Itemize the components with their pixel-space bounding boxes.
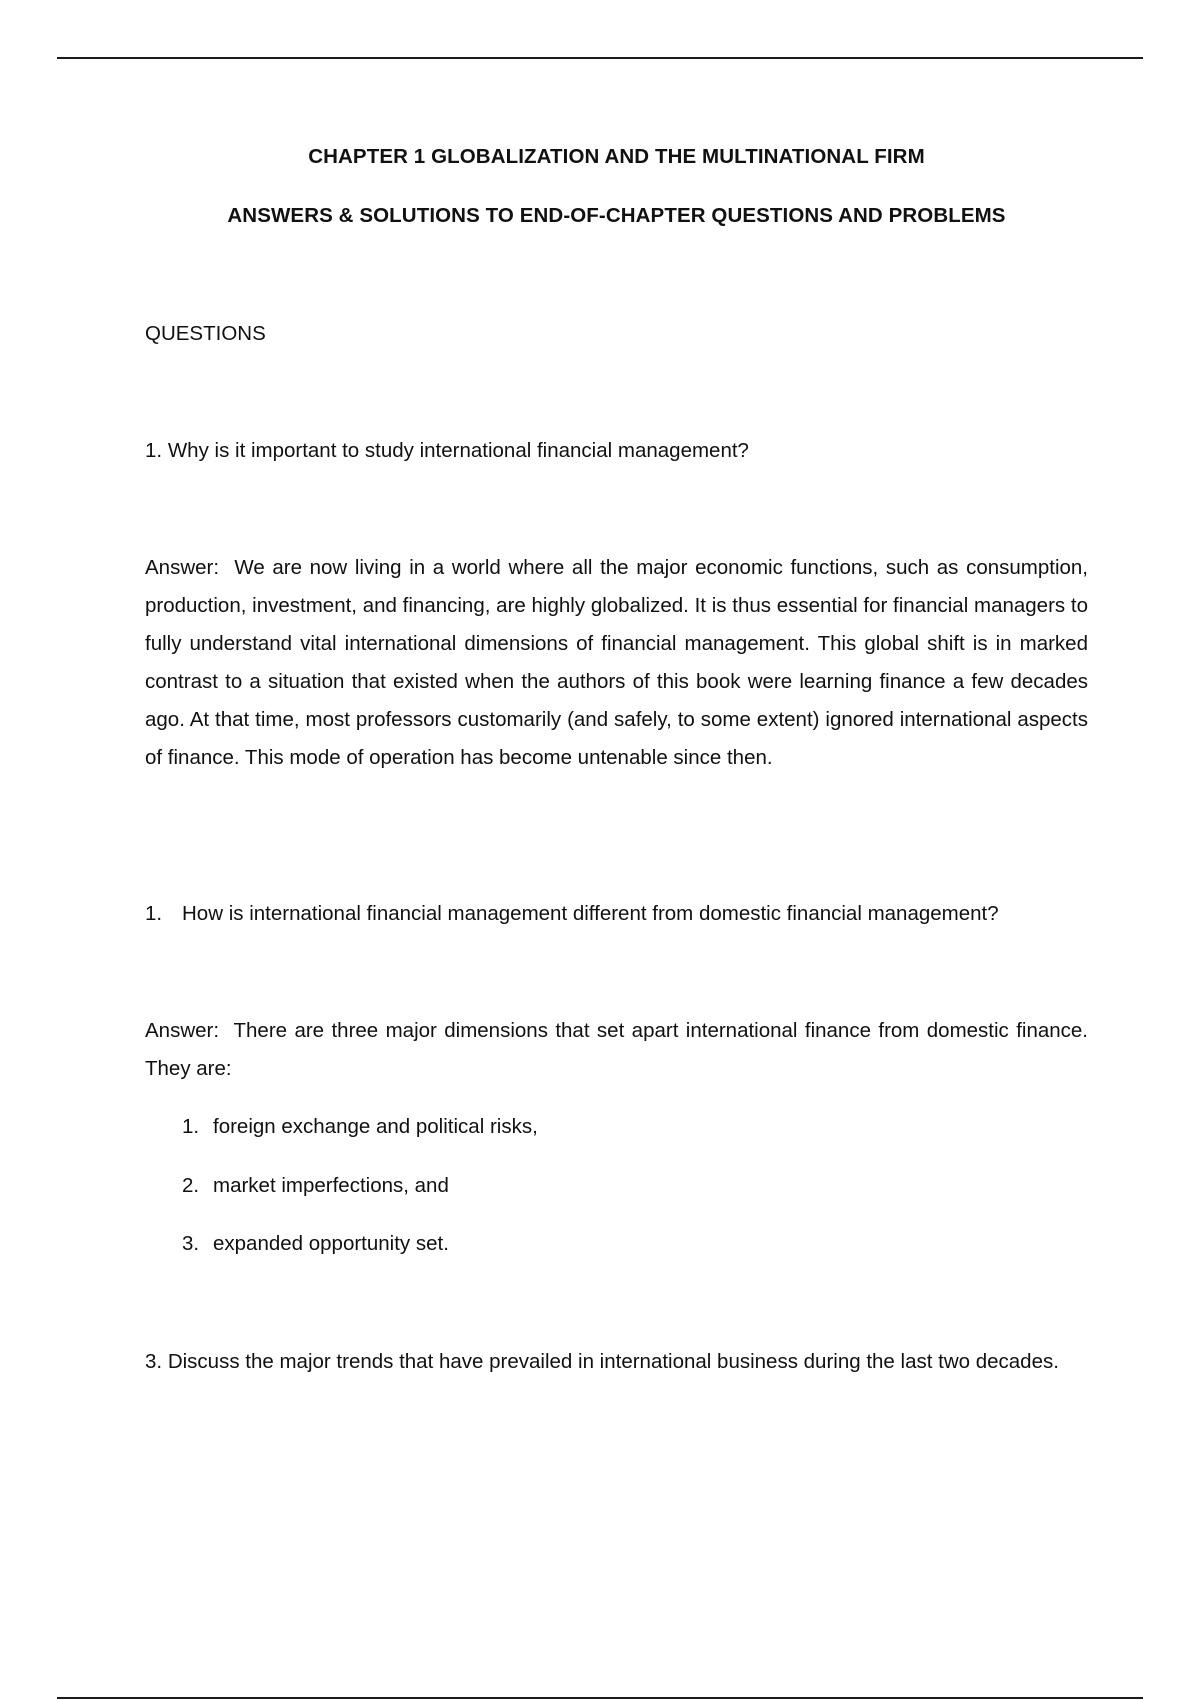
list-item-text: expanded opportunity set.	[213, 1232, 449, 1255]
answer-text: There are three major dimensions that set apart international finance from domestic finance. They are:	[145, 1019, 1089, 1080]
answer-1	[145, 549, 1088, 777]
question-number: 1.	[145, 439, 163, 462]
list-item-text: market imperfections, and	[213, 1173, 449, 1197]
list-item-text: foreign exchange and political risks,	[213, 1115, 538, 1138]
section-label: QUESTIONS	[145, 322, 266, 345]
question-text: Discuss the major trends that have prevailed in international business during the last two decades.	[167, 1350, 1059, 1373]
list-item-number: 1.	[182, 1115, 200, 1138]
bottom-rule	[57, 1697, 1143, 1699]
question-number: 1.	[145, 902, 163, 925]
document-subtitle: ANSWERS & SOLUTIONS TO END-OF-CHAPTER QUESTIONS AND PROBLEMS	[227, 204, 1006, 227]
question-text: How is international financial management different from domestic financial management?	[182, 902, 999, 925]
chapter-title: CHAPTER 1 GLOBALIZATION AND THE MULTINATIONAL FIRM	[308, 145, 925, 168]
list-item	[182, 1108, 538, 1167]
list-item	[182, 1167, 538, 1226]
question-text: Why is it important to study international financial management?	[167, 439, 749, 462]
question-1	[145, 432, 1088, 470]
top-rule	[57, 57, 1143, 59]
list-item-number: 2.	[182, 1173, 200, 1197]
question-3	[145, 1343, 1088, 1381]
question-2	[145, 895, 1088, 933]
answer-text: We are now living in a world where all the major economic functions, such as consumption, production, investment, and financing, are highly globalized. It is thus essential for financial managers to fully understand vital international dimensions of financial management. This global shift is in marked contrast to a situation that existed when the authors of this book were learning finance a few decades ago. At that time, most professors customarily (and safely, to some extent) ignored international aspects of finance. This mode of operation has become untenable since then.	[145, 556, 1088, 769]
answer-label: Answer:	[145, 556, 220, 579]
answer-2-list	[182, 1108, 538, 1284]
answer-label: Answer:	[145, 1019, 220, 1042]
question-number: 3.	[145, 1350, 163, 1373]
answer-2	[145, 1012, 1088, 1088]
list-item	[182, 1225, 538, 1284]
list-item-number: 3.	[182, 1232, 200, 1255]
